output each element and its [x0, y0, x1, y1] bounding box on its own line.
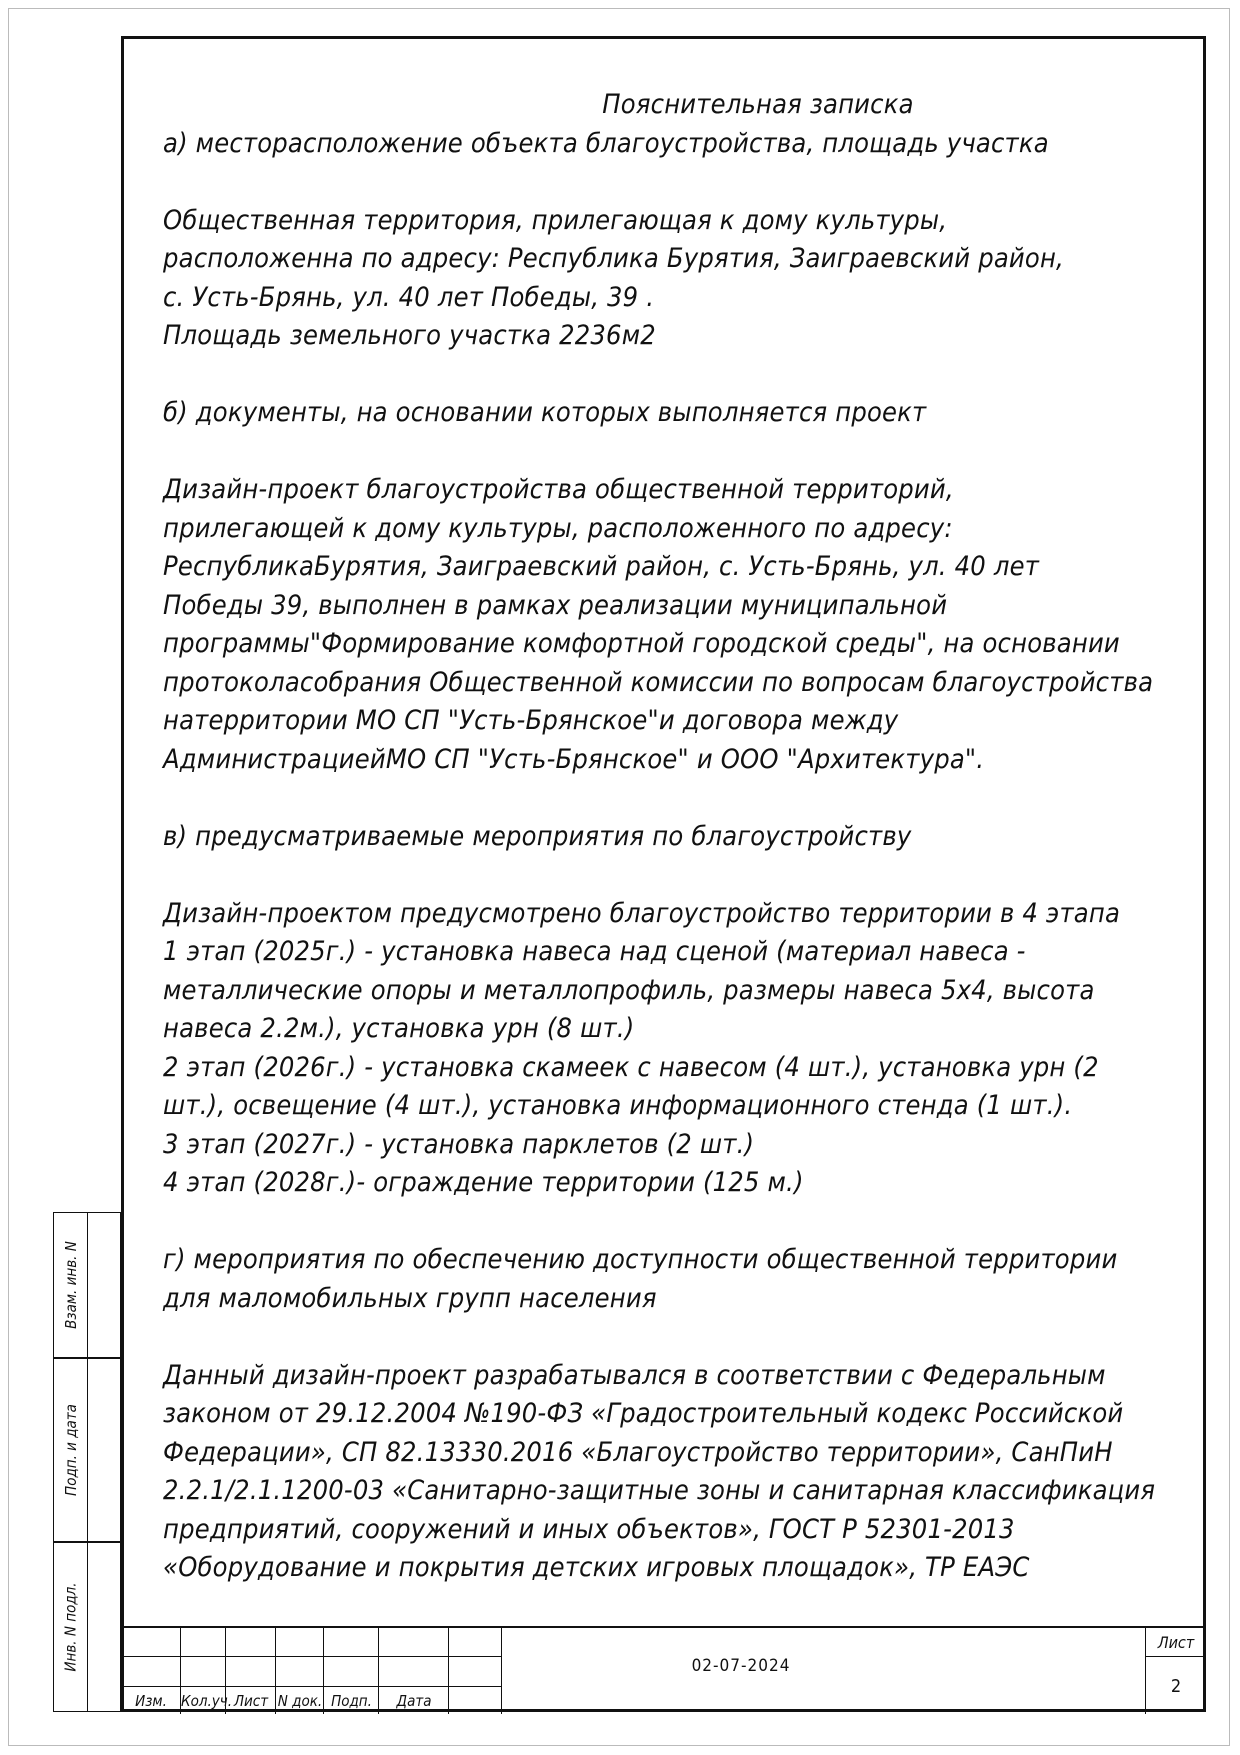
blank-line — [163, 1318, 1173, 1357]
tb-header-kolvo: Кол.уч. — [181, 1692, 232, 1710]
text-line: а) месторасположение объекта благоустройства, площадь участка — [163, 127, 1049, 159]
side-cell-vzam — [53, 1212, 121, 1358]
side-cell-podl — [53, 1358, 121, 1542]
blank-line — [163, 779, 1173, 818]
text-line: АдминистрациейМО СП "Усть-Брянское" и ООО "Архитектура". — [163, 743, 985, 775]
text-line: протоколасобрания Общественной комиссии по вопросам благоустройства — [163, 666, 1154, 698]
text-line: программы"Формирование комфортной городской среды", на основании — [163, 628, 1120, 659]
text-line: расположенна по адресу: Республика Бурятия, Заиграевский район, — [163, 243, 1064, 274]
tb-sheet-label: Лист — [1157, 1633, 1195, 1652]
text-line: 2 этап (2026г.) - установка скамеек с навесом (4 шт.), установка урн (2 — [163, 1051, 1099, 1083]
text-line: предприятий, сооружений и иных объектов», ГОСТ Р 52301-2013 — [163, 1513, 1015, 1545]
text-line: г) мероприятия по обеспечению доступности общественной территории — [163, 1244, 1118, 1275]
text-line: б) документы, на основании которых выполняется проект — [163, 397, 927, 428]
text-line: «Оборудование и покрытия детских игровых площадок», ТР ЕАЭС — [163, 1552, 1030, 1583]
note-body — [163, 125, 1173, 1588]
side-label-inv: Инв. N подл. — [62, 1582, 80, 1672]
tb-header-list: Лист — [233, 1692, 269, 1710]
text-line: навеса 2.2м.), установка урн (8 шт.) — [163, 1013, 635, 1044]
text-line: натерритории МО СП "Усть-Брянское"и договора между — [163, 705, 899, 736]
blank-line — [163, 163, 1173, 202]
tb-header-izm: Изм. — [135, 1692, 167, 1710]
text-line: Данный дизайн-проект разрабатывался в соответствии с Федеральным — [163, 1359, 1106, 1391]
side-label-podl: Подп. и дата — [62, 1404, 81, 1496]
text-line: прилегающей к дому культуры, расположенного по адресу: — [163, 512, 953, 544]
blank-line — [163, 856, 1173, 895]
text-line: Дизайн-проектом предусмотрено благоустройство территории в 4 этапа — [163, 897, 1121, 929]
text-line: Общественная территория, прилегающая к дому культуры, — [163, 204, 948, 236]
text-line: Федерации», СП 82.13330.2016 «Благоустройство территории», СанПиН — [163, 1436, 1113, 1468]
title-block — [121, 1626, 1206, 1714]
explanatory-note — [163, 86, 1173, 1588]
side-stamp — [53, 1212, 121, 1712]
text-line: 3 этап (2027г.) - установка парклетов (2 шт.) — [163, 1128, 755, 1160]
text-line: законом от 29.12.2004 №190-ФЗ «Градостроительный кодекс Российской — [163, 1398, 1124, 1429]
text-line: с. Усть-Брянь, ул. 40 лет Победы, 39 . — [163, 281, 655, 313]
blank-line — [163, 356, 1173, 395]
tb-header-podp: Подп. — [331, 1692, 372, 1710]
tb-header-data: Дата — [396, 1692, 432, 1710]
blank-line — [163, 1203, 1173, 1242]
document-title: Пояснительная записка — [602, 89, 914, 120]
text-line: 2.2.1/2.1.1200-03 «Санитарно-защитные зоны и санитарная классификация — [163, 1475, 1156, 1506]
text-line: для маломобильных групп населения — [163, 1282, 657, 1314]
text-line: Площадь земельного участка 2236м2 — [163, 320, 656, 351]
text-line: 4 этап (2028г.)- ограждение территории (125 м.) — [163, 1167, 804, 1198]
text-line: Победы 39, выполнен в рамках реализации муниципальной — [163, 589, 948, 621]
blank-line — [163, 433, 1173, 472]
side-label-vzam: Взам. инв. N — [62, 1241, 81, 1329]
text-line: шт.), освещение (4 шт.), установка информационного стенда (1 шт.). — [163, 1090, 1073, 1121]
text-line: металлические опоры и металлопрофиль, размеры навеса 5х4, высота — [163, 974, 1095, 1006]
side-cell-inv — [53, 1542, 121, 1712]
tb-date: 02-07-2024 — [691, 1656, 791, 1676]
tb-sheet-number: 2 — [1170, 1676, 1182, 1697]
text-line: в) предусматриваемые мероприятия по благоустройству — [163, 820, 912, 852]
text-line: РеспубликаБурятия, Заиграевский район, с. Усть-Брянь, ул. 40 лет — [163, 551, 1040, 582]
text-line: 1 этап (2025г.) - установка навеса над сценой (материал навеса - — [163, 936, 1026, 967]
text-line: Дизайн-проект благоустройства общественной территорий, — [163, 474, 954, 505]
tb-header-ndok: N док. — [277, 1692, 323, 1710]
